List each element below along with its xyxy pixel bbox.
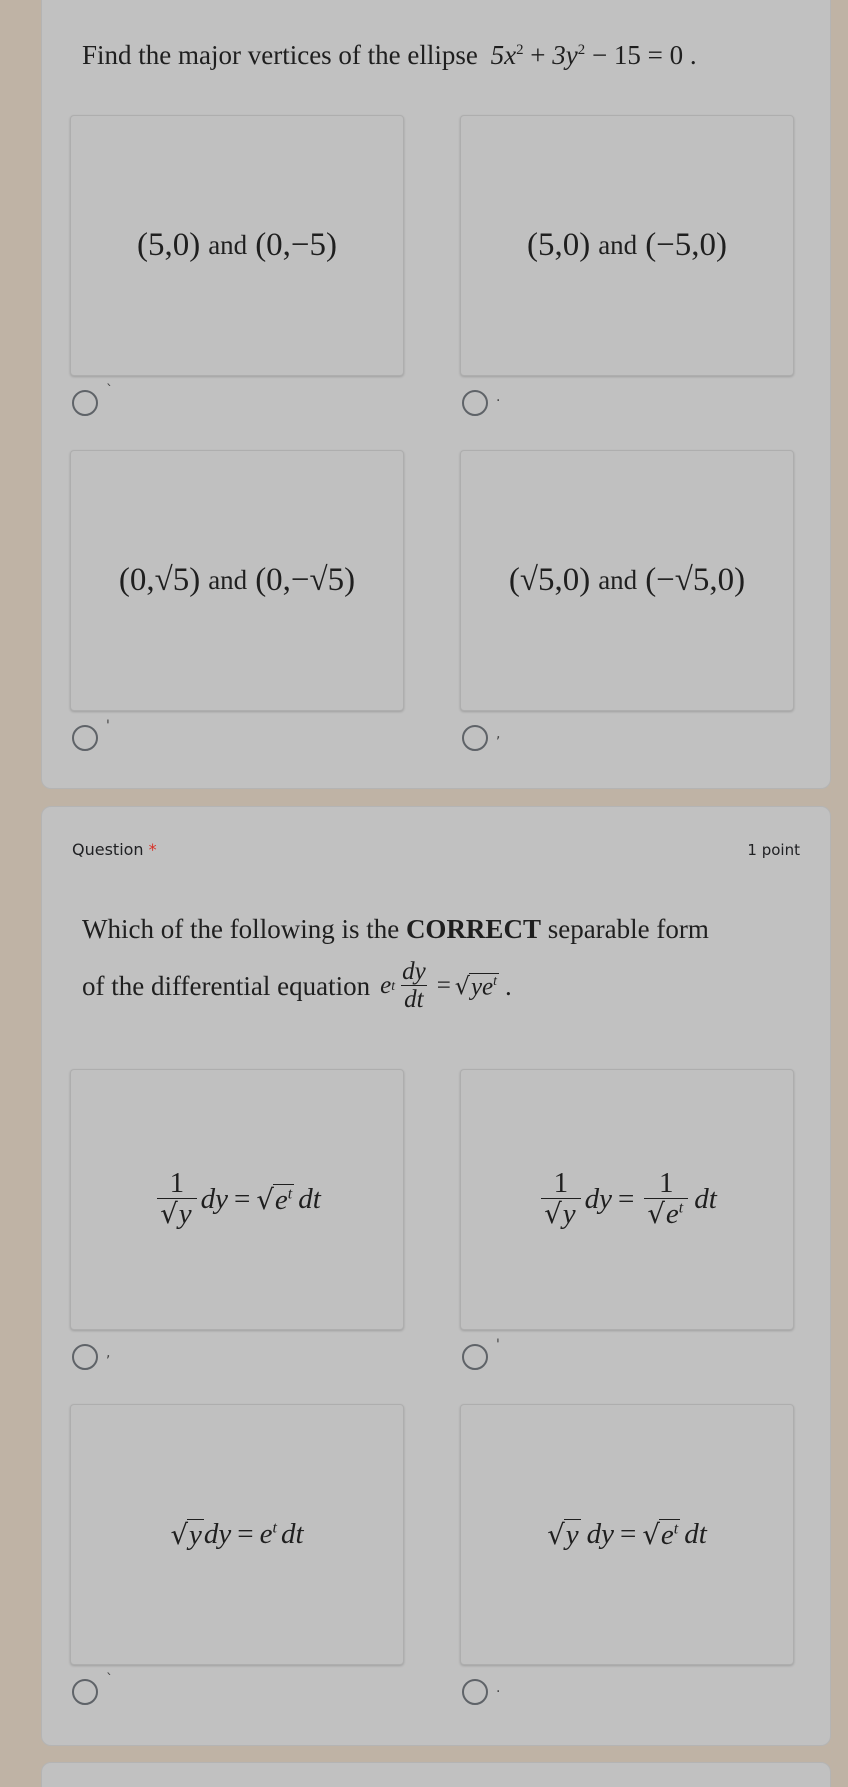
question-card-1 [41, 0, 831, 789]
option-8-label: √ y dy = √ $e^t$ dt [547, 1518, 707, 1552]
option-5-radio[interactable] [72, 1344, 98, 1370]
question-points: 1 point [747, 841, 800, 859]
question-2-line-2: of the differential equation e t $\frac{dy}{dt}$ = √ $ye^t$ . [82, 958, 512, 1014]
option-3-radio[interactable] [72, 725, 98, 751]
option-5-tick: , [106, 1345, 111, 1361]
option-2-box[interactable] [460, 115, 794, 376]
option-7-tick: ` [106, 1672, 113, 1688]
option-1-tick: ` [106, 383, 113, 399]
differential-equation: e t $\frac{dy}{dt}$ = √ $ye^t$ [380, 958, 497, 1014]
question-card-2 [41, 806, 831, 1746]
option-3-box[interactable] [70, 450, 404, 711]
option-5-box[interactable] [70, 1069, 404, 1330]
option-5-label: 1 √ y dy = √ $e^t$ dt [153, 1168, 321, 1231]
option-4-radio[interactable] [462, 725, 488, 751]
required-mark: * [148, 840, 157, 859]
option-8-radio[interactable] [462, 1679, 488, 1705]
option-4-tick: , [496, 726, 501, 742]
option-1-radio[interactable] [72, 390, 98, 416]
option-2-tick: . [496, 389, 501, 405]
option-8-tick: . [496, 1680, 501, 1696]
option-3-label: (0,√5) and (0,−√5) [118, 562, 356, 598]
option-7-label: √ y dy = $e^t$ dt [170, 1518, 304, 1552]
option-4-box[interactable] [460, 450, 794, 711]
question-header: Question * [72, 840, 157, 859]
option-2-label: (5,0) and (−5,0) [526, 227, 728, 263]
option-6-box[interactable] [460, 1069, 794, 1330]
option-4-label: (√5,0) and (−√5,0) [508, 562, 746, 598]
option-1-label: (5,0) and (0,−5) [136, 227, 338, 263]
question-card-3 [41, 1762, 831, 1787]
option-7-box[interactable] [70, 1404, 404, 1665]
question-1-text: Find the major vertices of the ellipse $5x^2 + 3y^2 - 15 = 0$ . [82, 40, 697, 70]
option-8-box[interactable] [460, 1404, 794, 1665]
option-3-tick: ' [106, 718, 110, 734]
option-7-radio[interactable] [72, 1679, 98, 1705]
option-6-label: 1 √ y dy = 1 √ $e^t$ dt [537, 1168, 717, 1231]
question-2-line-1: Which of the following is the CORRECT separable form [82, 914, 709, 944]
ellipse-equation: $5x^2 + 3y^2 - 15 = 0$ [490, 40, 684, 70]
option-2-radio[interactable] [462, 390, 488, 416]
option-6-tick: ' [496, 1337, 500, 1353]
option-6-radio[interactable] [462, 1344, 488, 1370]
option-1-box[interactable] [70, 115, 404, 376]
